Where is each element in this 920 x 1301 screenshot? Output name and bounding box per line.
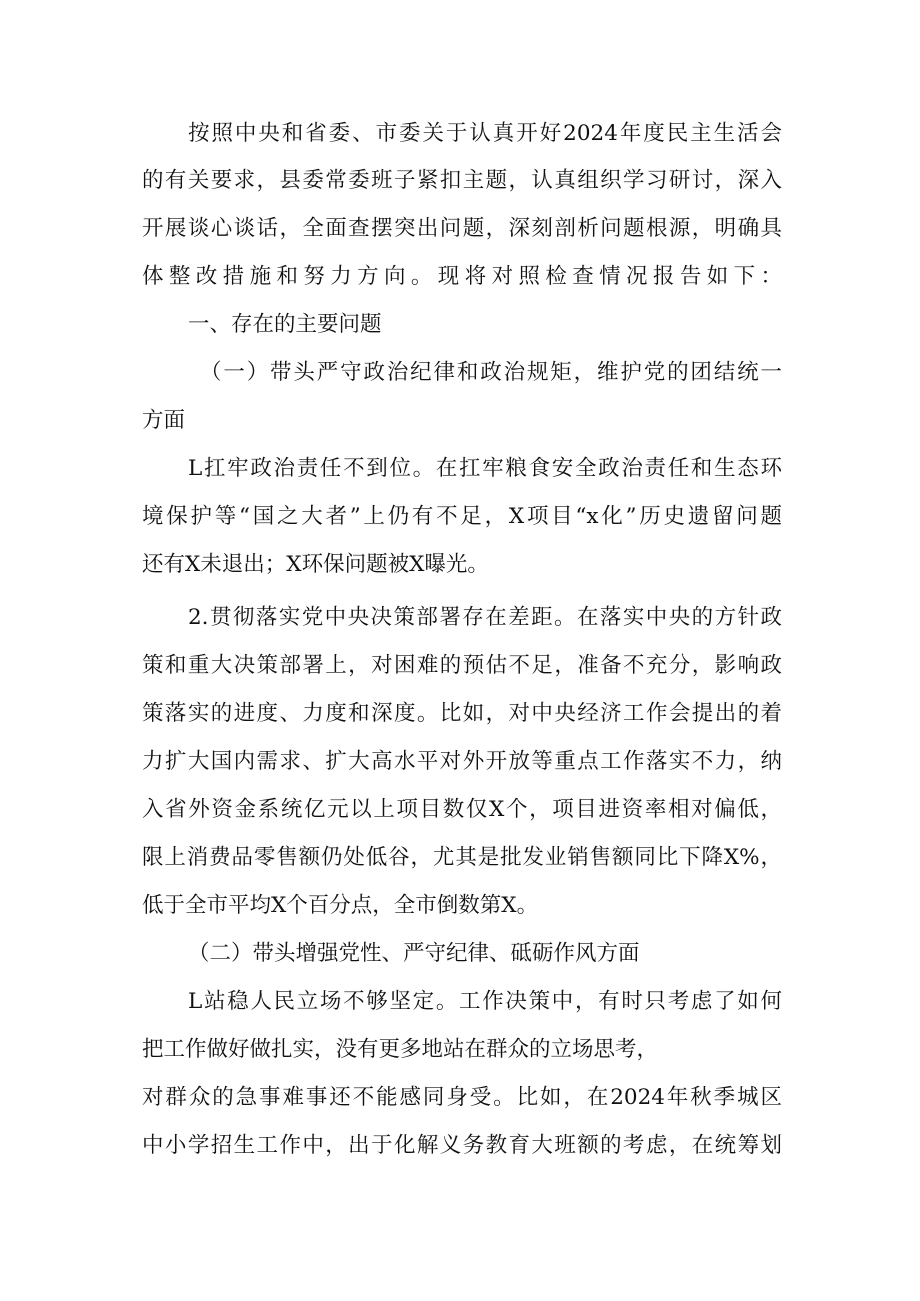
section-heading-1: 一、存在的主要问题 [188,312,382,337]
item-1-1-line-3: 还有X未退出；X环保问题被X曝光。 [142,552,489,577]
intro-line-3: 开展谈心谈话，全面查摆突出问题，深刻剖析问题根源，明确具 [142,216,782,241]
item-1-2-line-6: 限上消费品零售额仍处低谷，尤其是批发业销售额同比下降X%， [142,845,782,870]
intro-line-2: 的有关要求，县委常委班子紧扣主题，认真组织学习研讨，深入 [142,168,782,193]
subsection-heading-2: （二）带头增强党性、严守纪律、砥砺作风方面 [188,941,640,966]
item-2-1-line-4: 中小学招生工作中，出于化解义务教育大班额的考虑，在统筹划 [142,1133,782,1158]
item-2-1-line-3: 对群众的急事难事还不能感同身受。比如，在2024年秋季城区 [142,1085,782,1110]
intro-line-4: 体整改措施和努力方向。现将对照检查情况报告如下： [142,264,782,289]
item-1-2-line-1: 2.贯彻落实党中央决策部署存在差距。在落实中央的方针政 [188,605,782,630]
item-2-1-line-1: L站稳人民立场不够坚定。工作决策中，有时只考虑了如何 [188,989,782,1014]
item-1-2-line-2: 策和重大决策部署上，对困难的预估不足，准备不充分，影响政 [142,653,782,678]
item-1-1-line-2: 境保护等“国之大者”上仍有不足，X项目“x化”历史遗留问题 [142,504,782,529]
item-1-1-line-1: L扛牢政治责任不到位。在扛牢粮食安全政治责任和生态环 [188,456,782,481]
item-1-2-line-4: 力扩大国内需求、扩大高水平对外开放等重点工作落实不力，纳 [142,749,782,774]
item-1-2-line-7: 低于全市平均X个百分点，全市倒数第X。 [142,893,539,918]
item-2-1-line-2: 把工作做好做扎实，没有更多地站在群众的立场思考， [142,1037,659,1062]
item-1-2-line-5: 入省外资金系统亿元以上项目数仅X个，项目进资率相对偏低， [142,797,782,822]
subsection-heading-1-line-2: 方面 [142,408,186,433]
subsection-heading-1-line-1: （一）带头严守政治纪律和政治规矩，维护党的团结统一 [200,360,782,385]
intro-line-1: 按照中央和省委、市委关于认真开好2024年度民主生活会 [188,121,782,146]
item-1-2-line-3: 策落实的进度、力度和深度。比如，对中央经济工作会提出的着 [142,701,782,726]
